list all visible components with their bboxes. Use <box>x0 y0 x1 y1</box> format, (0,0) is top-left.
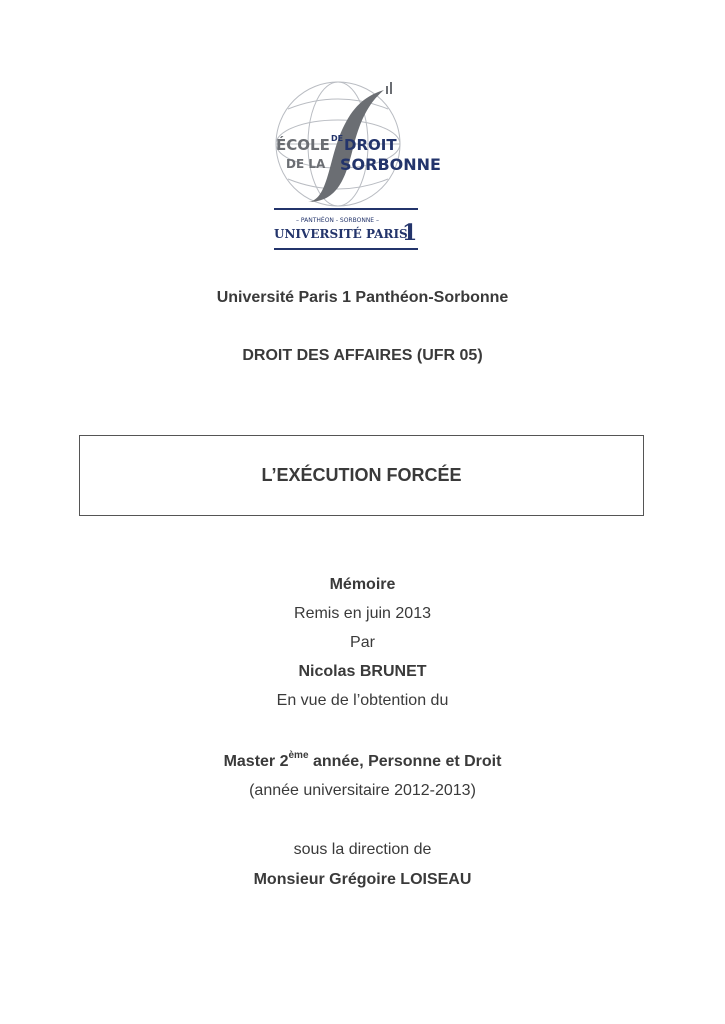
purpose-text: En vue de l’obtention du <box>276 692 449 709</box>
logo-text-universite-paris: UNIVERSITÉ PARIS <box>274 227 408 241</box>
ecole-de-droit-sorbonne-logo <box>268 74 441 256</box>
academic-year: (année universitaire 2012-2013) <box>249 782 476 799</box>
degree-suffix: année, Personne et Droit <box>308 753 502 770</box>
thesis-title: L’EXÉCUTION FORCÉE <box>261 465 462 485</box>
degree-superscript: ème <box>288 749 309 761</box>
submission-date: Remis en juin 2013 <box>294 605 431 622</box>
memoire-label: Mémoire <box>329 576 396 593</box>
degree-line <box>0 749 725 772</box>
logo-text-number-one: 1 <box>402 220 418 246</box>
direction-label: sous la direction de <box>293 841 432 858</box>
title-box <box>79 435 644 516</box>
logo-text-de-la: DE LA <box>286 157 326 171</box>
logo-text-de: DE <box>331 134 344 143</box>
logo-text-pantheon-sorbonne: – PANTHÉON - SORBONNE – <box>296 217 380 224</box>
director-name: Monsieur Grégoire LOISEAU <box>253 871 472 888</box>
author-name: Nicolas BRUNET <box>298 663 427 680</box>
logo-text-ecole: ÉCOLE <box>276 136 330 154</box>
department-name: DROIT DES AFFAIRES (UFR 05) <box>242 347 483 364</box>
by-label: Par <box>350 634 375 651</box>
university-name: Université Paris 1 Panthéon-Sorbonne <box>216 289 509 306</box>
logo-text-droit: DROIT <box>344 136 397 154</box>
degree-prefix: Master 2 <box>223 753 289 770</box>
logo-text-sorbonne: SORBONNE <box>340 155 441 174</box>
